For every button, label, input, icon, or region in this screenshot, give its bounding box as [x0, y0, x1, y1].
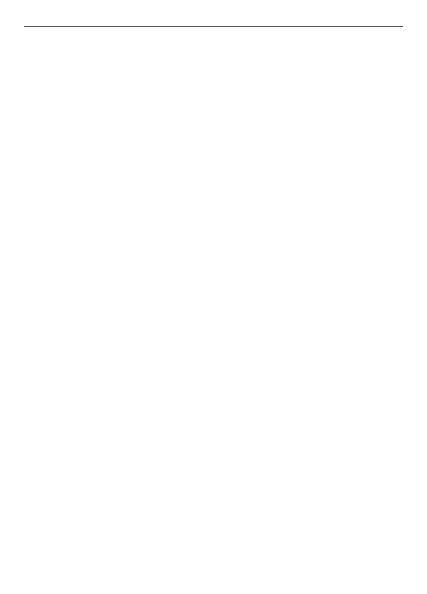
running-header	[24, 12, 403, 27]
